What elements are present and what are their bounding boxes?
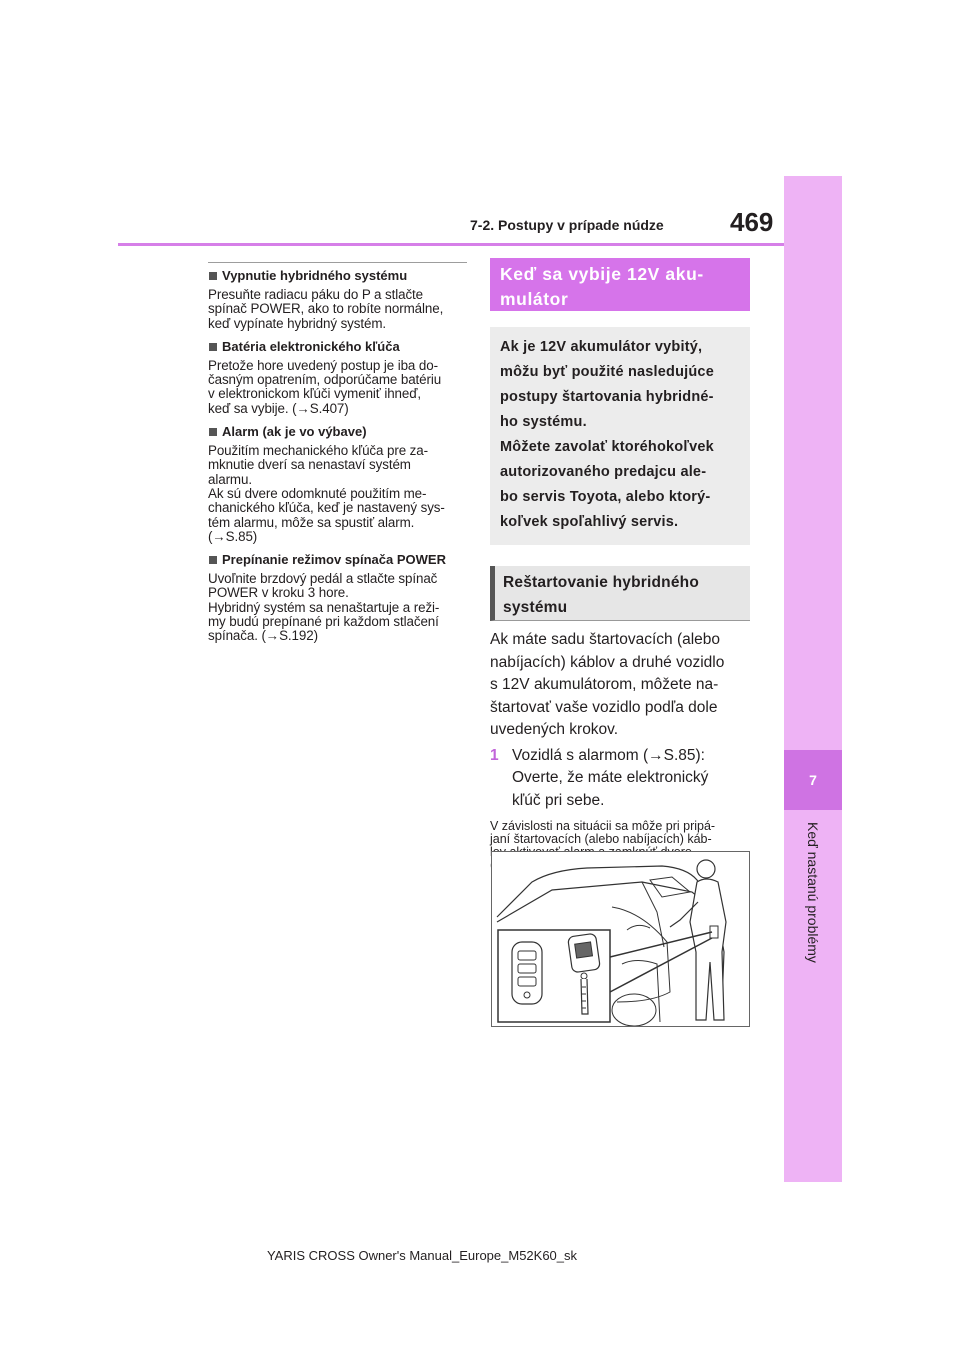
left-column-rule (208, 262, 467, 263)
body-line: keď sa vybije. (→S.407) (208, 400, 349, 416)
body-line: Uvoľnite brzdový pedál a stlačte spínač (208, 571, 438, 587)
info-item-body (208, 444, 467, 544)
info-item-body (208, 572, 467, 643)
intro-line: Ak máte sadu štartovacích (alebo (490, 631, 721, 648)
body-line: spínača. (→S.192) (208, 628, 318, 644)
body-line: (→S.85) (208, 528, 258, 544)
notice-line: Môžete zavolať ktoréhokoľvek (500, 439, 714, 455)
body-line: Použitím mechanického kľúča pre za- (208, 443, 428, 459)
body-line: alarmu. (208, 471, 252, 487)
intro-line: s 12V akumulátorom, môžete na- (490, 676, 719, 693)
page-footer (0, 1248, 594, 1263)
info-item-heading (208, 268, 467, 284)
header-rule (118, 243, 784, 246)
info-item-heading (208, 424, 467, 440)
body-line: časným opatrením, odporúčame batériu (208, 372, 442, 388)
body-line: Hybridný systém sa nenaštartuje a reži- (208, 599, 440, 615)
step-text (512, 745, 708, 813)
section-title-box (490, 258, 750, 311)
intro-paragraph (490, 629, 750, 742)
right-column (490, 258, 750, 872)
step-line: Vozidlá s alarmom (→S.85): (512, 746, 705, 764)
body-line: my budú prepínané pri každom stlačení (208, 614, 439, 630)
square-bullet-icon (209, 343, 217, 351)
notice-line: ho systému. (500, 414, 587, 430)
chapter-number-badge: 7 (784, 750, 842, 810)
footer-text: YARIS CROSS Owner's Manual_Europe_M52K60_sk (266, 1248, 578, 1263)
body-line: Ak sú dvere odomknuté použitím me- (208, 485, 427, 501)
info-item (208, 552, 467, 643)
notice-box (490, 327, 750, 545)
body-line: Pretože hore uvedený postup je iba do- (208, 357, 438, 373)
info-item-heading (208, 552, 467, 568)
body-line: spínač POWER, ako to robíte normálne, (208, 301, 444, 317)
section-heading: 7-2. Postupy v prípade núdze (470, 217, 664, 233)
body-line: keď vypínate hybridný systém. (208, 315, 386, 331)
chapter-side-tab (784, 176, 842, 1182)
info-item-body (208, 288, 467, 331)
step-number: 1 (490, 746, 499, 764)
info-item-body (208, 359, 467, 416)
body-line: mknutie dverí sa nenastaví systém (208, 457, 411, 473)
info-item-heading (208, 339, 467, 355)
notice-line: koľvek spoľahlivý servis. (500, 514, 679, 530)
square-bullet-icon (209, 272, 217, 280)
square-bullet-icon (209, 428, 217, 436)
title-line: mulátor (500, 289, 569, 309)
chapter-title-vertical (801, 822, 825, 962)
illustration-car-key (491, 851, 750, 1027)
note-line: janí štartovacích (alebo nabíjacích) káb- (490, 832, 712, 846)
info-item (208, 339, 467, 416)
info-item-heading-text: Prepínanie režimov spínača POWER (222, 552, 446, 568)
chapter-title: Keď nastanú problémy (805, 822, 821, 963)
body-line: chanického kľúča, keď je nastavený sys- (208, 500, 445, 516)
body-line: Presuňte radiacu páku do P a stlačte (208, 287, 424, 302)
info-item-heading-text: Alarm (ak je vo výbave) (222, 424, 367, 440)
body-line: v elektronickom kľúči vymeniť ihneď, (208, 386, 422, 402)
notice-line: Ak je 12V akumulátor vybitý, (500, 339, 703, 355)
left-items (208, 268, 467, 644)
step-1 (490, 745, 750, 813)
step-line: Overte, že máte elektronický (512, 769, 709, 786)
info-item-heading-text: Vypnutie hybridného systému (222, 268, 408, 283)
page-number: 469 (730, 207, 774, 237)
body-line: POWER v kroku 3 hore. (208, 585, 349, 601)
square-bullet-icon (209, 556, 217, 564)
info-item (208, 424, 467, 544)
info-item-heading-text: Batéria elektronického kľúča (222, 338, 400, 354)
notice-line: môžu byť použité nasledujúce (500, 364, 714, 380)
car-and-key-illustration (492, 852, 749, 1026)
intro-line: štartovať vaše vozidlo podľa dole (490, 698, 718, 716)
intro-line: nabíjacích) káblov a druhé vozidlo (490, 653, 725, 671)
info-item (208, 268, 467, 331)
intro-line: uvedených krokov. (490, 721, 619, 738)
body-line: tém alarmu, môže sa spustiť alarm. (208, 514, 415, 530)
title-line: Keď sa vybije 12V aku- (500, 264, 704, 284)
notice-line: bo servis Toyota, alebo ktorý- (500, 489, 711, 505)
notice-line: autorizovaného predajcu ale- (500, 464, 707, 480)
subheading-box (490, 566, 750, 621)
subheading-line: systému (503, 599, 568, 616)
left-column (208, 262, 467, 652)
subheading-line: Reštartovanie hybridného (503, 574, 700, 591)
notice-line: postupy štartovania hybridné- (500, 389, 714, 405)
step-line: kľúč pri sebe. (512, 791, 605, 809)
note-line: V závislosti na situácii sa môže pri pripá- (490, 819, 716, 833)
